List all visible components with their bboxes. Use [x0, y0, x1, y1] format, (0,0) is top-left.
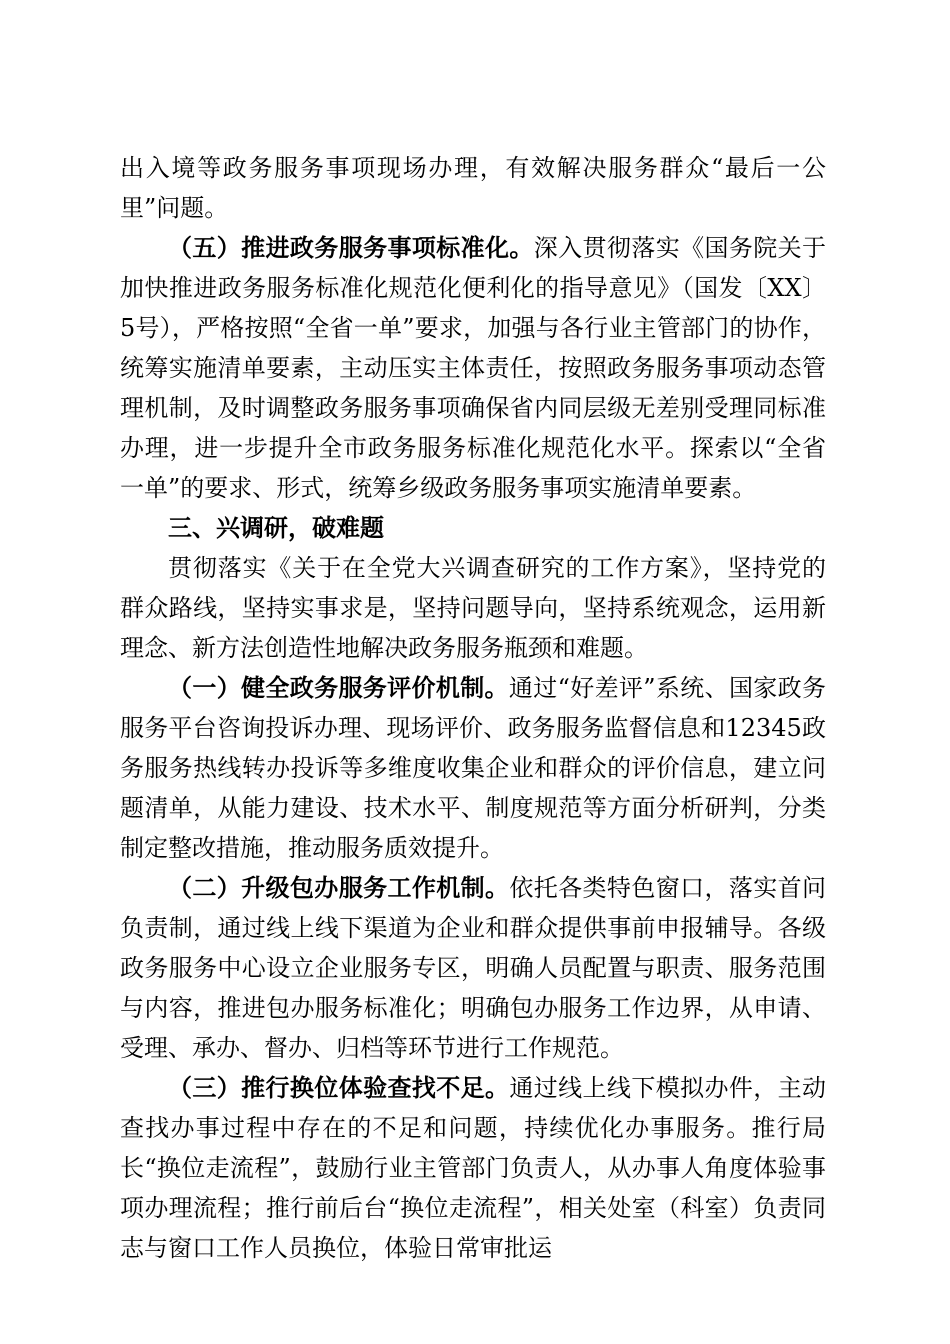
paragraph-intro — [120, 548, 826, 668]
paragraph-lead: （一）健全政务服务评价机制。 — [168, 673, 509, 702]
paragraph-text: 出入境等政务服务事项现场办理，有效解决服务群众“最后一公里”问题。 — [120, 154, 826, 222]
document-body — [120, 148, 826, 1268]
paragraph-text: 依托各类特色窗口，落实首问负责制，通过线上线下渠道为企业和群众提供事前申报辅导。各级政务服务中心设立企业服务专区，明确人员配置与职责、服务范围与内容，推进包办服务标准化；明确包办服务工作边界，从申请、受理、承办、督办、归档等环节进行工作规范。 — [120, 874, 827, 1062]
paragraph-continuation — [120, 148, 826, 228]
section-heading: 三、兴调研，破难题 — [168, 513, 384, 542]
paragraph-lead: （三）推行换位体验查找不足。 — [168, 1073, 510, 1102]
paragraph-section-5 — [120, 228, 826, 508]
paragraph-section-2 — [120, 868, 826, 1068]
paragraph-lead: （五）推进政务服务事项标准化。 — [168, 233, 534, 262]
paragraph-section-1 — [120, 668, 826, 868]
paragraph-text: 深入贯彻落实《国务院关于加快推进政务服务标准化规范化便利化的指导意见》（国发〔XX〕5号），严格按照“全省一单”要求，加强与各行业主管部门的协作，统筹实施清单要素，主动压实主体责任，按照政务服务事项动态管理机制，及时调整政务服务事项确保省内同层级无差别受理同标准办理，进一步提升全市政务服务标准化规范化水平。探索以“全省一单”的要求、形式，统筹乡级政务服务事项实施清单要素。 — [120, 234, 827, 502]
paragraph-section-3 — [120, 1068, 826, 1268]
paragraph-text: 通过线上线下模拟办件，主动查找办事过程中存在的不足和问题，持续优化办事服务。推行局长“换位走流程”，鼓励行业主管部门负责人，从办事人角度体验事项办理流程；推行前后台“换位走流程”，相关处室（科室）负责同志与窗口工作人员换位，体验日常审批运 — [120, 1074, 827, 1262]
paragraph-lead: （二）升级包办服务工作机制。 — [168, 873, 510, 902]
paragraph-text: 贯彻落实《关于在全党大兴调查研究的工作方案》，坚持党的群众路线，坚持实事求是，坚持问题导向，坚持系统观念，运用新理念、新方法创造性地解决政务服务瓶颈和难题。 — [120, 554, 826, 662]
paragraph-text: 通过“好差评”系统、国家政务服务平台咨询投诉办理、现场评价、政务服务监督信息和12345政务服务热线转办投诉等多维度收集企业和群众的评价信息，建立问题清单，从能力建设、技术水平、制度规范等方面分析研判，分类制定整改措施，推动服务质效提升。 — [120, 674, 826, 862]
